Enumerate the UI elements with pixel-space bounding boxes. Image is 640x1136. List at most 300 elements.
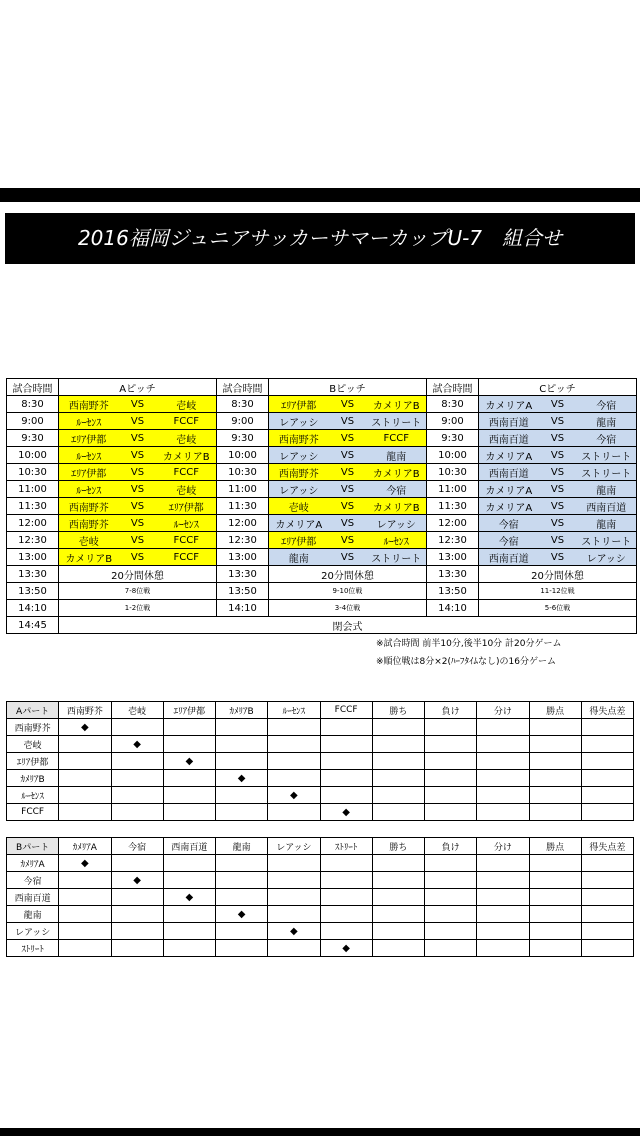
team-row-header: ｽﾄﾘｰﾄ (7, 940, 59, 957)
result-cell (372, 906, 424, 923)
diagonal-mark: ◆ (320, 940, 372, 957)
away-team: 龍南 (596, 485, 617, 497)
ranking-time: 14:10 (427, 600, 479, 617)
match-pairing (479, 464, 636, 480)
home-team: カメリアA (485, 451, 533, 463)
result-cell (268, 872, 320, 889)
result-cell (163, 719, 215, 736)
result-cell (529, 736, 581, 753)
team-row-header: 西南百道 (7, 889, 59, 906)
standings-corner: Bパート (7, 838, 59, 855)
match-cell (59, 549, 217, 566)
result-cell (59, 736, 111, 753)
result-cell (529, 940, 581, 957)
result-cell (111, 804, 163, 821)
match-pairing (59, 447, 216, 463)
match-time: 9:00 (7, 413, 59, 430)
match-pairing (59, 498, 216, 514)
result-cell (268, 719, 320, 736)
away-team: レアッシ (376, 519, 416, 531)
match-time: 12:30 (217, 532, 269, 549)
result-cell (320, 736, 372, 753)
ranking-match: 7-8位戦 (59, 583, 217, 600)
match-cell (269, 430, 427, 447)
match-cell (479, 532, 637, 549)
away-team: 龍南 (596, 519, 617, 531)
schedule-row (7, 532, 637, 549)
team-row-header: ｴﾘｱ伊都 (7, 753, 59, 770)
result-cell (268, 940, 320, 957)
match-cell (269, 481, 427, 498)
result-cell (581, 753, 633, 770)
result-cell (320, 855, 372, 872)
away-team: レアッシ (586, 553, 626, 565)
match-pairing (479, 515, 636, 531)
match-time: 12:00 (427, 515, 479, 532)
stat-column-header: 負け (425, 838, 477, 855)
result-cell (111, 855, 163, 872)
team-row-header: 壱岐 (7, 736, 59, 753)
result-cell (529, 923, 581, 940)
result-cell (111, 906, 163, 923)
home-team: ｴﾘｱ伊都 (71, 468, 107, 480)
result-cell (581, 770, 633, 787)
ranking-match: 3-4位戦 (269, 600, 427, 617)
match-pairing (479, 498, 636, 514)
result-cell (372, 923, 424, 940)
away-team: 龍南 (386, 451, 407, 463)
standings-row (7, 719, 634, 736)
team-column-header: ｶﾒﾘｱB (216, 702, 268, 719)
match-pairing (269, 549, 426, 565)
match-cell (479, 549, 637, 566)
result-cell (425, 940, 477, 957)
result-cell (59, 770, 111, 787)
match-time: 11:30 (7, 498, 59, 515)
diagonal-mark: ◆ (268, 923, 320, 940)
match-time: 9:30 (427, 430, 479, 447)
away-team: カメリアB (372, 400, 420, 412)
result-cell (163, 804, 215, 821)
ranking-row (7, 583, 637, 600)
result-cell (59, 872, 111, 889)
match-cell (479, 396, 637, 413)
result-cell (425, 787, 477, 804)
away-team: 今宿 (596, 400, 617, 412)
result-cell (372, 855, 424, 872)
bottom-bar (0, 1128, 640, 1136)
away-team: ストリート (581, 451, 632, 463)
match-cell (479, 447, 637, 464)
result-cell (59, 889, 111, 906)
match-time: 12:00 (7, 515, 59, 532)
result-cell (111, 719, 163, 736)
match-cell (269, 549, 427, 566)
away-team: 西南百道 (586, 502, 627, 514)
result-cell (477, 906, 529, 923)
result-cell (425, 753, 477, 770)
note-ranking-game: ※順位戦は8分×2(ﾊｰﾌﾀｲﾑなし)の16分ゲーム (376, 657, 557, 667)
match-time: 9:00 (217, 413, 269, 430)
team-row-header: ｶﾒﾘｱA (7, 855, 59, 872)
result-cell (477, 736, 529, 753)
vs-label: VS (130, 534, 145, 546)
match-cell (59, 430, 217, 447)
result-cell (529, 804, 581, 821)
result-cell (163, 770, 215, 787)
result-cell (163, 940, 215, 957)
result-cell (581, 787, 633, 804)
away-team: 今宿 (596, 434, 617, 446)
standings-row (7, 889, 634, 906)
result-cell (529, 770, 581, 787)
match-pairing (479, 549, 636, 565)
match-pairing (59, 532, 216, 548)
away-team: 壱岐 (176, 485, 197, 497)
vs-label: VS (340, 449, 355, 461)
ranking-time: 14:10 (7, 600, 59, 617)
home-team: ｴﾘｱ伊都 (281, 400, 317, 412)
result-cell (268, 855, 320, 872)
result-cell (59, 940, 111, 957)
away-team: ストリート (581, 468, 632, 480)
vs-label: VS (340, 534, 355, 546)
document-date: 2016.7.31 (579, 251, 630, 262)
home-team: カメリアA (485, 485, 533, 497)
ranking-row (7, 600, 637, 617)
match-pairing (479, 481, 636, 497)
vs-label: VS (550, 500, 565, 512)
ranking-time: 13:50 (427, 583, 479, 600)
team-column-header: ｽﾄﾘｰﾄ (320, 838, 372, 855)
break-row (7, 566, 637, 583)
schedule-row (7, 413, 637, 430)
result-cell (581, 923, 633, 940)
home-team: 龍南 (288, 553, 309, 565)
match-time: 10:00 (427, 447, 479, 464)
home-team: 西南百道 (488, 434, 529, 446)
match-cell (269, 498, 427, 515)
vs-label: VS (130, 551, 145, 563)
result-cell (111, 923, 163, 940)
match-pairing (269, 396, 426, 412)
stat-column-header: 負け (425, 702, 477, 719)
home-team: 壱岐 (288, 502, 309, 514)
match-pairing (269, 515, 426, 531)
result-cell (216, 923, 268, 940)
vs-label: VS (130, 517, 145, 529)
match-cell (479, 413, 637, 430)
match-pairing (59, 430, 216, 446)
match-time: 11:00 (217, 481, 269, 498)
vs-label: VS (550, 483, 565, 495)
result-cell (477, 923, 529, 940)
home-team: 壱岐 (78, 536, 99, 548)
vs-label: VS (340, 500, 355, 512)
note-game-time: ※試合時間 前半10分,後半10分 計20分ゲーム (376, 639, 562, 649)
match-pairing (59, 396, 216, 412)
result-cell (268, 889, 320, 906)
result-cell (581, 804, 633, 821)
home-team: カメリアA (485, 502, 533, 514)
stat-column-header: 得失点差 (581, 838, 633, 855)
vs-label: VS (130, 483, 145, 495)
result-cell (477, 753, 529, 770)
match-time: 9:30 (217, 430, 269, 447)
result-cell (216, 753, 268, 770)
result-cell (529, 906, 581, 923)
vs-label: VS (340, 398, 355, 410)
diagonal-mark: ◆ (59, 719, 111, 736)
team-column-header: ｴﾘｱ伊都 (163, 702, 215, 719)
home-team: 西南野芥 (68, 400, 109, 412)
result-cell (59, 804, 111, 821)
result-cell (268, 906, 320, 923)
result-cell (529, 787, 581, 804)
break-time: 13:30 (427, 566, 479, 583)
vs-label: VS (340, 432, 355, 444)
result-cell (320, 753, 372, 770)
vs-label: VS (130, 449, 145, 461)
diagonal-mark: ◆ (268, 787, 320, 804)
diagonal-mark: ◆ (59, 855, 111, 872)
match-cell (479, 481, 637, 498)
result-cell (372, 736, 424, 753)
home-team: 今宿 (498, 536, 519, 548)
result-cell (581, 719, 633, 736)
result-cell (477, 787, 529, 804)
result-cell (529, 753, 581, 770)
top-bar (0, 188, 640, 202)
standings-header-row (7, 838, 634, 855)
home-team: レアッシ (279, 451, 319, 463)
ranking-time: 14:10 (217, 600, 269, 617)
away-team: ストリート (371, 553, 422, 565)
match-cell (479, 430, 637, 447)
home-team: カメリアA (275, 519, 323, 531)
home-team: 西南野芥 (278, 468, 319, 480)
away-team: FCCF (173, 415, 199, 427)
match-cell (59, 413, 217, 430)
diagonal-mark: ◆ (111, 872, 163, 889)
vs-label: VS (130, 415, 145, 427)
match-pairing (59, 464, 216, 480)
break-label: 20分間休憩 (59, 566, 217, 583)
result-cell (372, 804, 424, 821)
stat-column-header: 勝ち (372, 838, 424, 855)
result-cell (425, 923, 477, 940)
match-time: 9:00 (427, 413, 479, 430)
result-cell (216, 872, 268, 889)
match-pairing (479, 413, 636, 429)
schedule-table (6, 378, 637, 634)
header-pitch-b: Bピッチ (269, 379, 427, 396)
vs-label: VS (550, 449, 565, 461)
match-time: 10:00 (217, 447, 269, 464)
away-team: ストリート (371, 417, 422, 429)
team-column-header: 龍南 (216, 838, 268, 855)
result-cell (320, 889, 372, 906)
match-pairing (269, 498, 426, 514)
away-team: 今宿 (386, 485, 407, 497)
stat-column-header: 勝ち (372, 702, 424, 719)
header-time-b: 試合時間 (217, 379, 269, 396)
vs-label: VS (340, 415, 355, 427)
result-cell (59, 787, 111, 804)
match-cell (59, 396, 217, 413)
result-cell (59, 923, 111, 940)
result-cell (425, 855, 477, 872)
vs-label: VS (130, 500, 145, 512)
result-cell (111, 753, 163, 770)
match-pairing (269, 430, 426, 446)
match-pairing (269, 413, 426, 429)
result-cell (163, 872, 215, 889)
away-team: ｴﾘｱ伊都 (168, 502, 204, 514)
page-title: 2016福岡ジュニアサッカーサマーカップU-7 組合せ (5, 213, 635, 264)
match-cell (59, 481, 217, 498)
result-cell (216, 940, 268, 957)
team-column-header: ﾙｰｾﾝｽ (268, 702, 320, 719)
ranking-time: 13:50 (217, 583, 269, 600)
match-time: 11:00 (427, 481, 479, 498)
header-time-a: 試合時間 (7, 379, 59, 396)
diagonal-mark: ◆ (216, 770, 268, 787)
diagonal-mark: ◆ (163, 889, 215, 906)
result-cell (163, 855, 215, 872)
match-cell (269, 396, 427, 413)
team-column-header: ｶﾒﾘｱA (59, 838, 111, 855)
result-cell (425, 889, 477, 906)
match-time: 10:30 (217, 464, 269, 481)
home-team: 西南百道 (488, 553, 529, 565)
result-cell (320, 923, 372, 940)
home-team: ｴﾘｱ伊都 (71, 434, 107, 446)
result-cell (477, 940, 529, 957)
home-team: カメリアB (65, 553, 113, 565)
match-pairing (269, 447, 426, 463)
header-pitch-a: Aピッチ (59, 379, 217, 396)
team-row-header: 西南野芥 (7, 719, 59, 736)
home-team: 西南百道 (488, 417, 529, 429)
result-cell (216, 719, 268, 736)
team-column-header: 今宿 (111, 838, 163, 855)
vs-label: VS (340, 551, 355, 563)
schedule-row (7, 447, 637, 464)
stat-column-header: 勝点 (529, 838, 581, 855)
result-cell (163, 923, 215, 940)
result-cell (320, 906, 372, 923)
result-cell (425, 770, 477, 787)
team-column-header: 西南百道 (163, 838, 215, 855)
match-cell (269, 464, 427, 481)
away-team: 龍南 (596, 417, 617, 429)
match-pairing (479, 430, 636, 446)
match-pairing (269, 464, 426, 480)
header-pitch-c: Cピッチ (479, 379, 637, 396)
result-cell (320, 770, 372, 787)
result-cell (216, 736, 268, 753)
result-cell (477, 872, 529, 889)
match-time: 8:30 (427, 396, 479, 413)
schedule-row (7, 498, 637, 515)
home-team: 西南野芥 (68, 519, 109, 531)
away-team: FCCF (173, 551, 199, 563)
result-cell (581, 889, 633, 906)
closing-row (7, 617, 637, 634)
match-time: 12:30 (7, 532, 59, 549)
match-cell (479, 464, 637, 481)
match-pairing (59, 481, 216, 497)
away-team: ﾙｰｾﾝｽ (173, 519, 199, 531)
vs-label: VS (550, 398, 565, 410)
vs-label: VS (550, 517, 565, 529)
vs-label: VS (550, 466, 565, 478)
match-pairing (59, 515, 216, 531)
result-cell (216, 889, 268, 906)
result-cell (581, 855, 633, 872)
standings-row (7, 906, 634, 923)
team-row-header: 龍南 (7, 906, 59, 923)
standings-table-b (6, 837, 634, 957)
home-team: レアッシ (279, 417, 319, 429)
match-cell (269, 413, 427, 430)
result-cell (268, 804, 320, 821)
result-cell (477, 889, 529, 906)
result-cell (268, 753, 320, 770)
team-row-header: FCCF (7, 804, 59, 821)
match-time: 10:30 (7, 464, 59, 481)
break-time: 13:30 (217, 566, 269, 583)
vs-label: VS (550, 432, 565, 444)
match-time: 11:00 (7, 481, 59, 498)
result-cell (477, 804, 529, 821)
away-team: FCCF (383, 432, 409, 444)
match-time: 12:00 (217, 515, 269, 532)
team-column-header: 西南野芥 (59, 702, 111, 719)
match-time: 13:00 (427, 549, 479, 566)
standings-row (7, 940, 634, 957)
match-pairing (269, 481, 426, 497)
break-time: 13:30 (7, 566, 59, 583)
vs-label: VS (550, 534, 565, 546)
standings-row (7, 872, 634, 889)
team-column-header: 壱岐 (111, 702, 163, 719)
result-cell (163, 787, 215, 804)
result-cell (372, 719, 424, 736)
match-time: 8:30 (217, 396, 269, 413)
ranking-match: 11-12位戦 (479, 583, 637, 600)
result-cell (216, 804, 268, 821)
home-team: ﾙｰｾﾝｽ (76, 451, 102, 463)
match-pairing (479, 532, 636, 548)
home-team: 今宿 (498, 519, 519, 531)
home-team: カメリアA (485, 400, 533, 412)
result-cell (163, 736, 215, 753)
away-team: カメリアB (372, 502, 420, 514)
match-time: 11:30 (427, 498, 479, 515)
schedule-row (7, 430, 637, 447)
vs-label: VS (130, 398, 145, 410)
home-team: ﾙｰｾﾝｽ (76, 485, 102, 497)
result-cell (425, 804, 477, 821)
header-time-c: 試合時間 (427, 379, 479, 396)
result-cell (425, 736, 477, 753)
match-cell (59, 532, 217, 549)
break-label: 20分間休憩 (269, 566, 427, 583)
match-cell (269, 447, 427, 464)
result-cell (581, 906, 633, 923)
